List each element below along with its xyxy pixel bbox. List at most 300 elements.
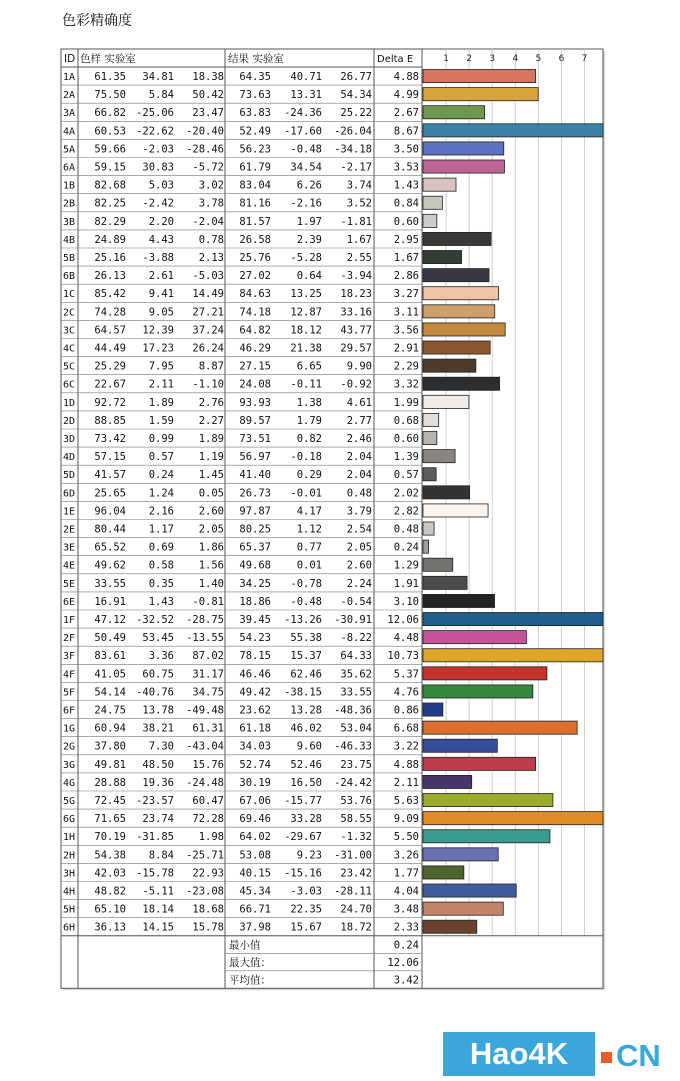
row-id: 2B — [63, 198, 76, 210]
result-value: 1.12 — [296, 523, 322, 536]
sample-value: 54.38 — [94, 849, 126, 862]
sample-value: 1.24 — [148, 487, 174, 500]
sample-value: 65.52 — [94, 541, 126, 554]
table-frame — [61, 49, 603, 988]
row-id: 3G — [63, 759, 76, 771]
result-value: 3.74 — [346, 179, 372, 192]
sample-value: 13.78 — [142, 704, 174, 717]
sample-value: 5.03 — [148, 179, 174, 192]
delta-e-bar — [423, 558, 453, 571]
result-value: 33.28 — [290, 813, 322, 826]
delta-e-value: 2.33 — [393, 921, 419, 934]
sample-value: 0.99 — [148, 433, 174, 445]
result-value: 27.15 — [239, 360, 271, 373]
delta-e-bar — [423, 830, 550, 843]
sample-value: -5.11 — [142, 885, 174, 898]
result-value: 23.62 — [239, 704, 271, 717]
result-value: 64.35 — [239, 71, 271, 83]
sample-value: 60.53 — [94, 125, 126, 138]
result-value: -0.92 — [340, 378, 372, 391]
result-value: 13.28 — [290, 704, 322, 717]
delta-e-value: 3.22 — [393, 740, 419, 753]
sample-value: 2.20 — [148, 215, 174, 228]
result-value: 3.52 — [346, 197, 372, 210]
delta-e-bar — [423, 739, 497, 752]
result-value: -1.32 — [340, 831, 372, 844]
sample-value: 31.17 — [192, 668, 224, 681]
delta-e-bar — [423, 522, 434, 535]
sample-value: 17.23 — [142, 342, 174, 355]
result-value: 66.71 — [239, 903, 271, 916]
result-value: 2.46 — [346, 433, 372, 445]
x-tick-label-6: 6 — [558, 54, 565, 64]
delta-e-value: 2.95 — [393, 233, 419, 246]
result-value: 34.03 — [239, 740, 271, 753]
row-id: 6B — [63, 271, 76, 283]
delta-e-value: 9.09 — [393, 813, 419, 826]
result-value: 22.35 — [290, 903, 322, 916]
row-id: 3A — [63, 108, 76, 120]
delta-e-value: 8.67 — [393, 125, 419, 138]
result-value: 54.23 — [239, 632, 271, 645]
delta-e-value: 1.91 — [393, 577, 419, 590]
result-value: 2.60 — [346, 559, 372, 572]
sample-value: 18.14 — [142, 903, 174, 916]
delta-e-value: 12.06 — [387, 614, 419, 626]
delta-e-bar — [423, 884, 516, 897]
result-value: 2.05 — [346, 541, 372, 554]
result-value: 29.57 — [340, 342, 372, 355]
sample-value: 38.21 — [142, 722, 174, 735]
sample-value: 1.86 — [198, 541, 224, 554]
row-id: 1C — [63, 289, 76, 301]
sample-value: -2.04 — [192, 215, 224, 228]
result-value: 33.16 — [340, 306, 372, 319]
result-value: 53.04 — [340, 722, 372, 735]
delta-e-bar — [423, 920, 477, 933]
delta-e-value: 3.48 — [393, 903, 419, 916]
logo-suffix: CN — [616, 1038, 661, 1073]
sample-value: 59.15 — [94, 161, 126, 174]
result-value: 53.76 — [340, 795, 372, 807]
delta-e-value: 1.29 — [393, 559, 419, 572]
delta-e-bar — [423, 594, 495, 607]
row-id: 5H — [63, 904, 76, 916]
row-id: 5A — [63, 144, 76, 156]
result-value: 26.77 — [340, 71, 372, 83]
row-id: 4G — [63, 777, 76, 789]
result-value: -31.00 — [334, 849, 372, 862]
result-value: 13.25 — [290, 288, 322, 301]
sample-value: 2.13 — [198, 252, 224, 264]
sample-value: 60.75 — [142, 668, 174, 681]
site-logo — [443, 1032, 595, 1076]
sample-value: 71.65 — [94, 813, 126, 826]
result-value: 40.71 — [290, 71, 322, 83]
row-id: 2A — [63, 90, 76, 102]
delta-e-value: 4.99 — [393, 89, 419, 102]
result-value: 64.33 — [340, 650, 372, 663]
delta-e-bar — [423, 757, 536, 770]
result-value: 33.55 — [340, 686, 372, 699]
sample-value: 0.69 — [148, 541, 174, 554]
sample-value: 1.98 — [198, 831, 224, 844]
delta-e-bar — [423, 359, 476, 372]
sample-value: 2.60 — [198, 505, 224, 518]
delta-e-bar — [423, 269, 489, 282]
sample-value: 50.42 — [192, 89, 224, 102]
result-value: 6.65 — [296, 360, 322, 373]
x-tick-label-5: 5 — [535, 54, 542, 64]
result-value: 9.90 — [346, 360, 372, 373]
delta-e-value: 3.11 — [393, 306, 419, 319]
delta-e-value: 4.88 — [393, 71, 419, 83]
delta-e-value: 5.63 — [393, 795, 419, 807]
delta-e-value: 4.76 — [393, 686, 419, 699]
sample-value: -5.72 — [192, 161, 224, 174]
result-value: -48.36 — [334, 704, 372, 717]
result-value: -46.33 — [334, 740, 372, 753]
result-value: 1.97 — [296, 215, 322, 228]
sample-value: 2.76 — [198, 396, 224, 409]
result-value: -1.81 — [340, 215, 372, 228]
row-id: 1F — [63, 615, 76, 626]
result-value: -29.67 — [284, 831, 322, 844]
row-id: 5B — [63, 253, 76, 264]
row-id: 2C — [63, 307, 76, 319]
x-tick-label-7: 7 — [581, 54, 588, 64]
result-value: 41.40 — [239, 469, 271, 482]
row-id: 2F — [63, 633, 76, 645]
result-value: 78.15 — [239, 650, 271, 663]
sample-value: 65.10 — [94, 903, 126, 916]
delta-e-value: 2.86 — [393, 270, 419, 283]
sample-value: 22.93 — [192, 867, 224, 880]
delta-e-value: 2.29 — [393, 360, 419, 373]
result-value: -5.28 — [290, 252, 322, 264]
summary-value: 12.06 — [387, 956, 419, 969]
row-id: 4E — [63, 560, 76, 572]
sample-value: 61.31 — [192, 722, 224, 735]
delta-e-value: 0.48 — [393, 523, 419, 536]
result-value: 69.46 — [239, 813, 271, 826]
delta-e-bar — [423, 631, 526, 644]
sample-value: 66.82 — [94, 107, 126, 120]
result-value: -34.18 — [334, 143, 372, 156]
sample-value: 48.50 — [142, 758, 174, 771]
sample-value: -25.06 — [136, 107, 174, 120]
row-id: 2G — [63, 741, 76, 753]
delta-e-value: 1.77 — [393, 867, 419, 880]
delta-e-bar — [423, 848, 498, 861]
delta-e-bar — [423, 685, 533, 698]
result-value: 43.77 — [340, 324, 372, 337]
result-value: 61.18 — [239, 722, 271, 735]
sample-value: 34.81 — [142, 71, 174, 83]
result-value: -0.54 — [340, 595, 372, 608]
header-result-lab: 结果 实验室 — [228, 53, 284, 65]
sample-value: 28.88 — [94, 776, 126, 789]
delta-e-bar — [423, 649, 603, 662]
row-id: 6E — [63, 596, 76, 608]
sample-value: -3.88 — [142, 252, 174, 264]
result-value: 6.26 — [296, 179, 322, 192]
result-value: 52.74 — [239, 758, 271, 771]
row-id: 4H — [63, 886, 76, 898]
sample-value: 14.49 — [192, 288, 224, 301]
delta-e-value: 3.32 — [393, 378, 419, 391]
result-value: 93.93 — [239, 396, 271, 409]
result-value: 81.57 — [239, 215, 271, 228]
sample-value: 37.80 — [94, 740, 126, 753]
result-value: 2.55 — [346, 252, 372, 264]
sample-value: 54.14 — [94, 686, 126, 699]
row-id: 1B — [63, 180, 76, 192]
delta-e-bar — [423, 432, 437, 445]
delta-e-value: 5.50 — [393, 831, 419, 844]
sample-value: 92.72 — [94, 396, 126, 409]
result-value: 34.54 — [290, 161, 322, 174]
sample-value: -15.78 — [136, 867, 174, 880]
row-id: 5C — [63, 361, 76, 373]
row-id: 5E — [63, 578, 76, 590]
sample-value: 2.05 — [198, 523, 224, 536]
row-id: 5G — [63, 796, 76, 807]
sample-value: 61.35 — [94, 71, 126, 83]
header-id: ID — [64, 53, 76, 65]
sample-value: -13.55 — [186, 632, 224, 645]
result-value: -8.22 — [340, 632, 372, 645]
sample-value: 72.28 — [192, 813, 224, 826]
result-value: 16.50 — [290, 776, 322, 789]
sample-value: 2.11 — [148, 378, 174, 391]
result-value: 34.25 — [239, 577, 271, 590]
delta-e-bar — [423, 486, 470, 499]
result-value: 39.45 — [239, 614, 271, 626]
result-value: 83.04 — [239, 179, 271, 192]
row-id: 2E — [63, 524, 76, 536]
result-value: -38.15 — [284, 686, 322, 699]
result-value: 15.67 — [290, 921, 322, 934]
result-value: 62.46 — [290, 668, 322, 681]
sample-value: 0.05 — [198, 487, 224, 500]
sample-value: -31.85 — [136, 831, 174, 844]
sample-value: 18.38 — [192, 71, 224, 83]
result-value: 27.02 — [239, 270, 271, 283]
row-id: 3B — [63, 216, 76, 228]
result-value: 65.37 — [239, 541, 271, 554]
result-value: -2.16 — [290, 197, 322, 210]
delta-e-bar — [423, 413, 439, 426]
delta-e-bar — [423, 106, 485, 119]
sample-value: 60.94 — [94, 722, 126, 735]
sample-value: -2.42 — [142, 197, 174, 210]
sample-value: 12.39 — [142, 324, 174, 337]
result-value: 73.63 — [239, 89, 271, 102]
sample-value: 36.13 — [94, 921, 126, 934]
sample-value: -1.10 — [192, 378, 224, 391]
sample-value: 25.16 — [94, 252, 126, 264]
sample-value: 80.44 — [94, 523, 126, 536]
row-id: 1E — [63, 506, 76, 518]
result-value: 0.64 — [296, 270, 322, 283]
result-value: 18.72 — [340, 921, 372, 934]
delta-e-value: 0.84 — [393, 197, 419, 210]
delta-e-value: 2.02 — [393, 487, 419, 500]
result-value: 4.61 — [346, 396, 372, 409]
row-id: 1G — [63, 723, 76, 735]
delta-e-bar — [423, 667, 547, 680]
result-value: -0.11 — [290, 378, 322, 391]
result-value: 49.42 — [239, 686, 271, 699]
sample-value: -43.04 — [186, 740, 224, 753]
sample-value: 24.89 — [94, 233, 126, 246]
delta-e-value: 0.68 — [393, 414, 419, 427]
sample-value: 1.17 — [148, 523, 174, 536]
sample-value: 96.04 — [94, 505, 126, 518]
summary-label: 平均值： — [229, 974, 271, 987]
summary-value: 3.42 — [393, 974, 419, 987]
row-id: 4F — [63, 669, 76, 681]
result-value: 89.57 — [239, 414, 271, 427]
result-value: 63.83 — [239, 107, 271, 120]
sample-value: 37.24 — [192, 324, 224, 337]
delta-e-bar — [423, 468, 436, 481]
delta-e-bar — [423, 142, 504, 155]
result-value: 12.87 — [290, 306, 322, 319]
result-value: 46.02 — [290, 722, 322, 735]
row-id: 3E — [63, 542, 76, 554]
sample-value: 41.57 — [94, 469, 126, 482]
result-value: -0.18 — [290, 451, 322, 464]
delta-e-value: 5.37 — [393, 668, 419, 681]
result-value: 21.38 — [290, 342, 322, 355]
sample-value: -22.62 — [136, 125, 174, 138]
result-value: 80.25 — [239, 523, 271, 536]
result-value: 24.70 — [340, 903, 372, 916]
delta-e-value: 0.60 — [393, 215, 419, 228]
delta-e-bar — [423, 540, 429, 553]
sample-value: 9.41 — [148, 288, 174, 301]
result-value: -17.60 — [284, 125, 322, 138]
sample-value: -40.76 — [136, 686, 174, 699]
row-id: 1H — [63, 832, 76, 844]
sample-value: 53.45 — [142, 632, 174, 645]
result-value: 81.16 — [239, 197, 271, 210]
sample-value: 50.49 — [94, 632, 126, 645]
result-value: 18.86 — [239, 595, 271, 608]
result-value: 64.82 — [239, 324, 271, 337]
delta-e-value: 0.24 — [393, 541, 419, 554]
result-value: 2.24 — [346, 577, 372, 590]
sample-value: -24.48 — [186, 776, 224, 789]
header-delta-e: Delta E — [377, 54, 414, 65]
sample-value: 8.84 — [148, 849, 174, 862]
sample-value: -20.40 — [186, 125, 224, 138]
delta-e-bar — [423, 703, 443, 716]
result-value: 2.39 — [296, 233, 322, 246]
sample-value: 1.40 — [198, 577, 224, 590]
result-value: 2.04 — [346, 469, 372, 482]
row-id: 2D — [63, 415, 76, 427]
result-value: 24.08 — [239, 378, 271, 391]
result-value: 0.01 — [296, 559, 322, 572]
result-value: -24.42 — [334, 776, 372, 789]
delta-e-value: 0.57 — [393, 469, 419, 482]
sample-value: 26.13 — [94, 270, 126, 283]
delta-e-bar — [423, 576, 467, 589]
result-value: 53.08 — [239, 849, 271, 862]
sample-value: -25.71 — [186, 849, 224, 862]
result-value: 23.75 — [340, 758, 372, 771]
result-value: 52.46 — [290, 758, 322, 771]
sample-value: 44.49 — [94, 342, 126, 355]
delta-e-value: 2.82 — [393, 505, 419, 518]
row-id: 3F — [63, 651, 76, 663]
row-id: 6D — [63, 488, 76, 500]
sample-value: 0.78 — [198, 233, 224, 246]
result-value: 1.79 — [296, 414, 322, 427]
delta-e-value: 3.53 — [393, 161, 419, 174]
row-id: 6A — [63, 162, 76, 174]
delta-e-value: 2.67 — [393, 107, 419, 120]
sample-value: 60.47 — [192, 795, 224, 807]
result-value: 37.98 — [239, 921, 271, 934]
delta-e-bar — [423, 812, 603, 825]
sample-value: 3.78 — [198, 197, 224, 210]
sample-value: 2.27 — [198, 414, 224, 427]
delta-e-bar — [423, 124, 603, 137]
result-value: 18.23 — [340, 288, 372, 301]
sample-value: 24.75 — [94, 704, 126, 717]
header-sample-lab: 色样 实验室 — [80, 53, 136, 65]
result-value: 35.62 — [340, 668, 372, 681]
sample-value: 0.35 — [148, 577, 174, 590]
delta-e-bar — [423, 721, 577, 734]
result-value: 45.34 — [239, 885, 271, 898]
result-value: 61.79 — [239, 161, 271, 174]
row-id: 4C — [63, 343, 76, 355]
sample-value: 16.91 — [94, 595, 126, 608]
delta-e-bar — [423, 613, 603, 626]
sample-value: -28.46 — [186, 143, 224, 156]
row-id: 5F — [63, 687, 76, 699]
delta-e-value: 3.26 — [393, 849, 419, 862]
sample-value: 1.45 — [198, 469, 224, 482]
sample-value: -0.81 — [192, 595, 224, 608]
sample-value: 15.78 — [192, 921, 224, 934]
sample-value: 42.03 — [94, 867, 126, 880]
sample-value: 82.25 — [94, 197, 126, 210]
result-value: 26.73 — [239, 487, 271, 500]
sample-value: 85.42 — [94, 288, 126, 301]
delta-e-bar — [423, 902, 503, 915]
delta-e-value: 2.11 — [393, 776, 419, 789]
delta-e-bar — [423, 232, 491, 245]
logo-text: Hao4K — [469, 1036, 569, 1071]
sample-value: 26.24 — [192, 342, 224, 355]
sample-value: 75.50 — [94, 89, 126, 102]
result-value: 58.55 — [340, 813, 372, 826]
delta-e-value: 10.73 — [387, 650, 419, 663]
result-value: 25.22 — [340, 107, 372, 120]
delta-e-value: 1.39 — [393, 451, 419, 464]
row-id: 6C — [63, 379, 76, 391]
result-value: 25.76 — [239, 252, 271, 264]
result-value: 30.19 — [239, 776, 271, 789]
result-value: -13.26 — [284, 614, 322, 626]
sample-value: 27.21 — [192, 306, 224, 319]
